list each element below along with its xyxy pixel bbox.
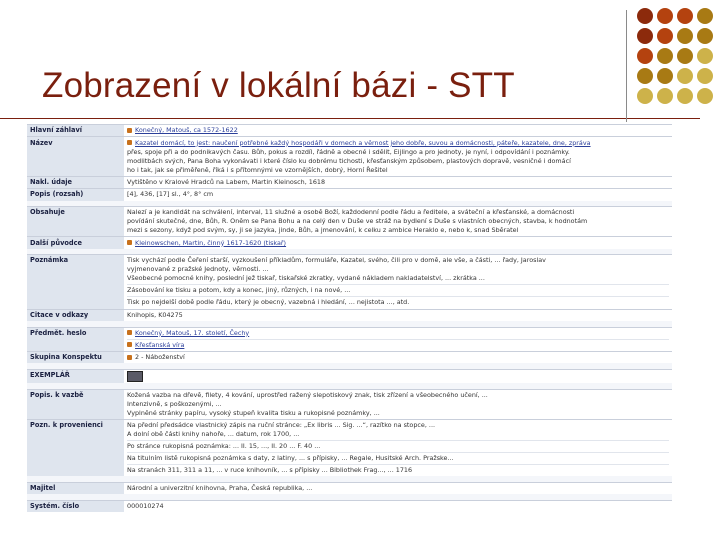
field-text-line: A dolní obě části knihy nahoře, ... datum, rok 1700, ...	[127, 430, 300, 439]
value-subline[interactable]	[127, 339, 669, 350]
value-line[interactable]	[127, 239, 669, 248]
field-text-line: přes, spoje při a do podnikavých času. Bůh, pokus a rozdíl, řádně a obecné i sdělit, Eijlingo a pro jednoty, je nyní, i odpovídání i poznámky.	[127, 147, 570, 156]
value-line	[127, 400, 669, 409]
record-row	[27, 389, 672, 419]
value-line	[127, 166, 669, 175]
value-subline	[127, 452, 669, 463]
decor-dot	[697, 68, 713, 84]
decor-dot	[677, 28, 693, 44]
field-text-line: Knihopis, K04275	[127, 310, 183, 319]
field-value	[124, 369, 672, 383]
decor-dot	[697, 28, 713, 44]
field-value	[124, 420, 672, 477]
field-text-line: Intenzivně, s poškozenými, ...	[127, 399, 222, 408]
field-label: Poznámka	[27, 255, 124, 309]
vertical-divider	[626, 10, 627, 122]
field-label: Majitel	[27, 482, 124, 494]
value-line	[127, 157, 669, 166]
record-row	[27, 420, 672, 477]
field-label: EXEMPLÁŘ	[27, 369, 124, 383]
decor-dot	[677, 68, 693, 84]
field-link[interactable]: Kazatel domácí, to jest: naučení potřebné každý hospodáři v domech a věrnost jeho dobře, suvou a domácnosti, páteře, kazatele, dne, zpráva	[135, 138, 591, 147]
decor-dot	[637, 28, 653, 44]
field-text-line: Na přední předsádce vlastnický zápis na ruční stránce: „Ex libris ... Sig. ...“, razítko na stopce, ...	[127, 421, 436, 430]
field-label: Další původce	[27, 237, 124, 249]
decor-dot	[637, 48, 653, 64]
value-line	[127, 421, 669, 430]
field-text-line: [4], 436, [17] sl., 4°, 8° cm	[127, 190, 214, 199]
field-text-line: Nalezí a je kandidát na schválení, interval, 11 služné a osobě Boží, každodenní podle řádu a ředitele, a sváteční a křesťanské, a domácnosti	[127, 208, 575, 217]
field-label: Obsahuje	[27, 207, 124, 237]
decor-dot	[697, 88, 713, 104]
record-row	[27, 237, 672, 249]
field-text-line: Na titulním listě rukopisná poznámka s daty, z latiny, ... s přípisky, ... Regale, Husitské Arch. Pražske...	[127, 454, 454, 463]
title-underline	[0, 118, 700, 119]
value-line	[127, 311, 669, 320]
field-link[interactable]: Křesťanská víra	[135, 340, 185, 349]
field-value	[124, 351, 672, 363]
field-value	[124, 500, 672, 512]
value-subline	[127, 284, 669, 295]
field-label: Systém. číslo	[27, 500, 124, 512]
decor-dot	[637, 68, 653, 84]
field-text-line: 000010274	[127, 501, 164, 510]
record-row	[27, 309, 672, 321]
field-value	[124, 389, 672, 419]
value-line	[127, 265, 669, 274]
value-subline	[127, 464, 669, 475]
record-row	[27, 500, 672, 512]
field-label: Popis. k vazbě	[27, 389, 124, 419]
field-text-line: Tisk vychází podle Čeření starší, vyzkoušení příkladům, formuláře, Kazatel, svého, čili pro v domě, ale vše, a části, ... řady, Jaroslav	[127, 256, 546, 265]
field-value	[124, 482, 672, 494]
field-text-line: Tisk po nejdelší době podle řádu, který je obecný, vazebná i hledání, ... nejistota ..., atd.	[127, 298, 410, 307]
field-value	[124, 137, 672, 176]
field-text-line: mezi s sezony, když pod svým, sy, ji se jazyka, jinde, Bůh, a jmenování, k celku z ambice Heraklo e, nebo k, snad Sběratel	[127, 226, 519, 235]
decor-dot	[637, 88, 653, 104]
value-line	[127, 190, 669, 199]
value-line	[127, 391, 669, 400]
decor-dot	[697, 8, 713, 24]
record-row	[27, 189, 672, 201]
field-text-line: Po stránce rukopisná poznámka: ... II. 15, ..., II. 20 ... F. 40 ...	[127, 442, 321, 451]
value-line	[127, 274, 669, 283]
value-subline	[127, 296, 669, 307]
copy-thumbnail-icon[interactable]	[127, 371, 143, 382]
decor-dot	[677, 8, 693, 24]
field-label: Hlavní záhlaví	[27, 125, 124, 137]
field-label: Název	[27, 137, 124, 176]
field-text-line: Vytištěno v Kralové Hradců na Labem, Martin Kleinosch, 1618	[127, 177, 326, 186]
field-text-line: ho i tak, jak se přiměřeně, říká i s přítomnými ve vzornějších, dobrý, Horní Řešitel	[127, 165, 388, 174]
value-line	[127, 353, 669, 362]
value-subline	[127, 440, 669, 451]
record-row	[27, 327, 672, 351]
field-label: Skupina Konspektu	[27, 351, 124, 363]
field-text-line: Zásobování ke tisku a potom, kdy a konec, jiný, různých, i na nové, ...	[127, 286, 351, 295]
record-row	[27, 351, 672, 363]
field-label: Citace v odkazy	[27, 309, 124, 321]
decor-dot	[657, 48, 673, 64]
record-row	[27, 369, 672, 383]
field-text-line: Všeobecné pomocné knihy, poslední jež tiskař, tiskařské zkratky, vydané nákladem nakladatelství, ... zkrátka ...	[127, 274, 485, 283]
field-label: Pozn. k provenienci	[27, 420, 124, 477]
field-label: Popis (rozsah)	[27, 189, 124, 201]
decor-dot	[657, 28, 673, 44]
hyperlink-marker-icon	[127, 140, 132, 145]
value-line	[127, 178, 669, 187]
value-line	[127, 208, 669, 217]
field-value	[124, 309, 672, 321]
field-text-line: 2 - Náboženství	[135, 353, 185, 362]
record-row	[27, 125, 672, 137]
hyperlink-marker-icon	[127, 240, 132, 245]
field-text-line: Národní a univerzitní knihovna, Praha, Česká republika, ...	[127, 484, 313, 493]
decor-dot	[697, 48, 713, 64]
field-value	[124, 255, 672, 309]
field-text-line: povídání skutečné, dne, Bůh, R. Oněm se Pana Bohu a na celý den v Duše ve stráž na bydlení s Duše s vlastních obecných, stavba, k hodnotám	[127, 217, 588, 226]
value-line	[127, 484, 669, 493]
record-row	[27, 137, 672, 176]
field-value	[124, 327, 672, 351]
decor-dot	[677, 48, 693, 64]
field-text-line: vyjmenované z pražské Jednoty, věrnosti. ...	[127, 265, 269, 274]
decor-dot	[657, 88, 673, 104]
field-text-line: Na stranách 311, 311 a 11, ... v ruce knihovník, ... s přípisky ... Bibliothek Frag..., ... 1716	[127, 466, 413, 475]
field-value	[124, 125, 672, 137]
record-row	[27, 176, 672, 188]
value-line	[127, 502, 669, 511]
field-label: Předmět. heslo	[27, 327, 124, 351]
record-row	[27, 255, 672, 309]
field-label: Nakl. údaje	[27, 176, 124, 188]
value-line	[127, 217, 669, 226]
field-link[interactable]: Konečný, Matouš, 17. století, Čechy	[135, 328, 250, 337]
hyperlink-marker-icon	[127, 128, 132, 133]
slide-title: Zobrazení v lokální bázi - STT	[42, 66, 515, 105]
record-row	[27, 482, 672, 494]
decor-dot	[677, 88, 693, 104]
field-value	[124, 207, 672, 237]
field-value	[124, 237, 672, 249]
field-link[interactable]: Konečný, Matouš, ca 1572-1622	[135, 126, 238, 135]
hyperlink-marker-icon	[127, 355, 132, 360]
decor-dot	[657, 68, 673, 84]
field-value	[124, 189, 672, 201]
value-line	[127, 148, 669, 157]
field-text-line: modlitbách svých, Pana Boha vykonávati i které číslo ku dobrému tichosti, křesťanským způsobem, plastových dopravě, vesničné i domácí	[127, 156, 571, 165]
decor-dot	[637, 8, 653, 24]
record-row	[27, 207, 672, 237]
field-text-line: Vyplněné stránky papíru, vysoký stupeň kvalita tisku a rukopisné poznámky, ...	[127, 408, 380, 417]
hyperlink-marker-icon	[127, 342, 132, 347]
value-line[interactable]	[127, 139, 669, 148]
catalog-record-table	[27, 124, 672, 512]
field-value	[124, 176, 672, 188]
value-line	[127, 409, 669, 418]
decor-dot	[657, 8, 673, 24]
hyperlink-marker-icon	[127, 330, 132, 335]
value-line	[127, 226, 669, 235]
value-line[interactable]	[127, 126, 669, 135]
value-line	[127, 430, 669, 439]
field-link[interactable]: Kleinowschen, Martin, činný 1617-1620 (tiskař)	[135, 238, 287, 247]
value-line	[127, 256, 669, 265]
field-text-line: Kožená vazba na dřevě, filety, 4 kování, uprostřed ražený slepotiskový znak, tisk zřízení a všeobecného učení, ...	[127, 390, 488, 399]
value-line[interactable]	[127, 329, 669, 338]
